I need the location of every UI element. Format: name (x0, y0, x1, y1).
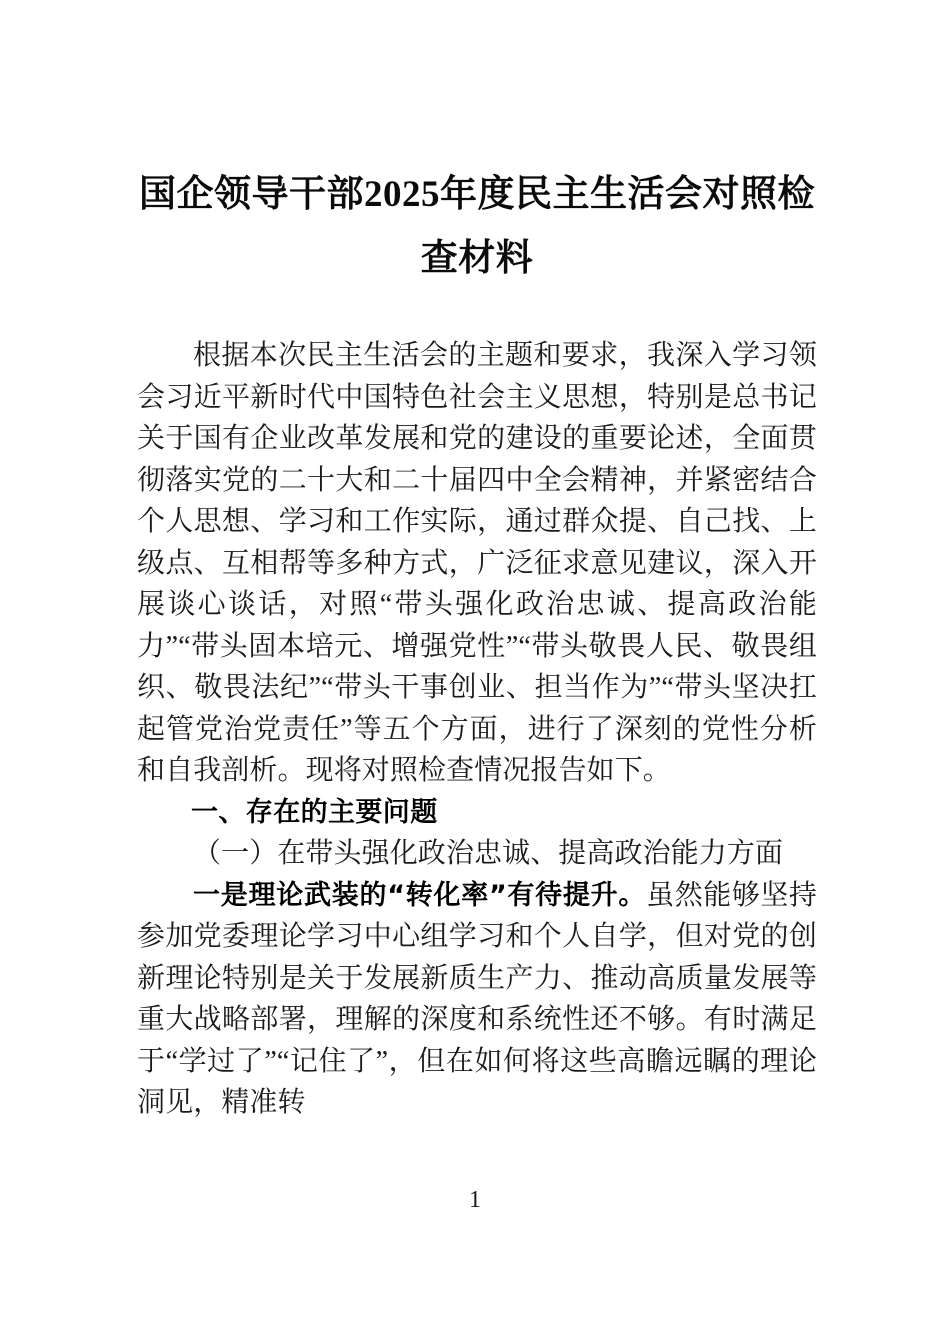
paragraph-item-one-lead: 一是理论武装的“转化率”有待提升。 (193, 879, 647, 911)
page-title: 国企领导干部2025年度民主生活会对照检查材料 (139, 174, 815, 279)
paragraph-item-one-text: 虽然能够坚持参加党委理论学习中心组学习和个人自学，但对党的创新理论特别是关于发展新质生产力、推动高质量发展等重大战略部署，理解的深度和系统性还不够。有时满足于“学过了”“记住了”，但在如何将这些高瞻远瞩的理论洞见，精准转 (137, 879, 817, 1118)
paragraph-intro: 根据本次民主生活会的主题和要求，我深入学习领会习近平新时代中国特色社会主义思想，特别是总书记关于国有企业改革发展和党的建设的重要论述，全面贯彻落实党的二十大和二十届四中全会精神，并紧密结合个人思想、学习和工作实际，通过群众提、自己找、上级点、互相帮等多种方式，广泛征求意见建议，深入开展谈心谈话，对照“带头强化政治忠诚、提高政治能力”“带头固本培元、增强党性”“带头敬畏人民、敬畏组织、敬畏法纪”“带头干事创业、担当作为”“带头坚决扛起管党治党责任”等五个方面，进行了深刻的党性分析和自我剖析。现将对照检查情况报告如下。 (137, 340, 817, 786)
page-number: 1 (469, 1187, 481, 1213)
subsection-heading-political-loyalty: （一）在带头强化政治忠诚、提高政治能力方面 (193, 838, 784, 869)
page-content (137, 0, 817, 1124)
document-body (137, 335, 817, 1124)
paragraph-item-one (137, 875, 817, 1124)
section-heading-main-problems: 一、存在的主要问题 (191, 796, 438, 828)
